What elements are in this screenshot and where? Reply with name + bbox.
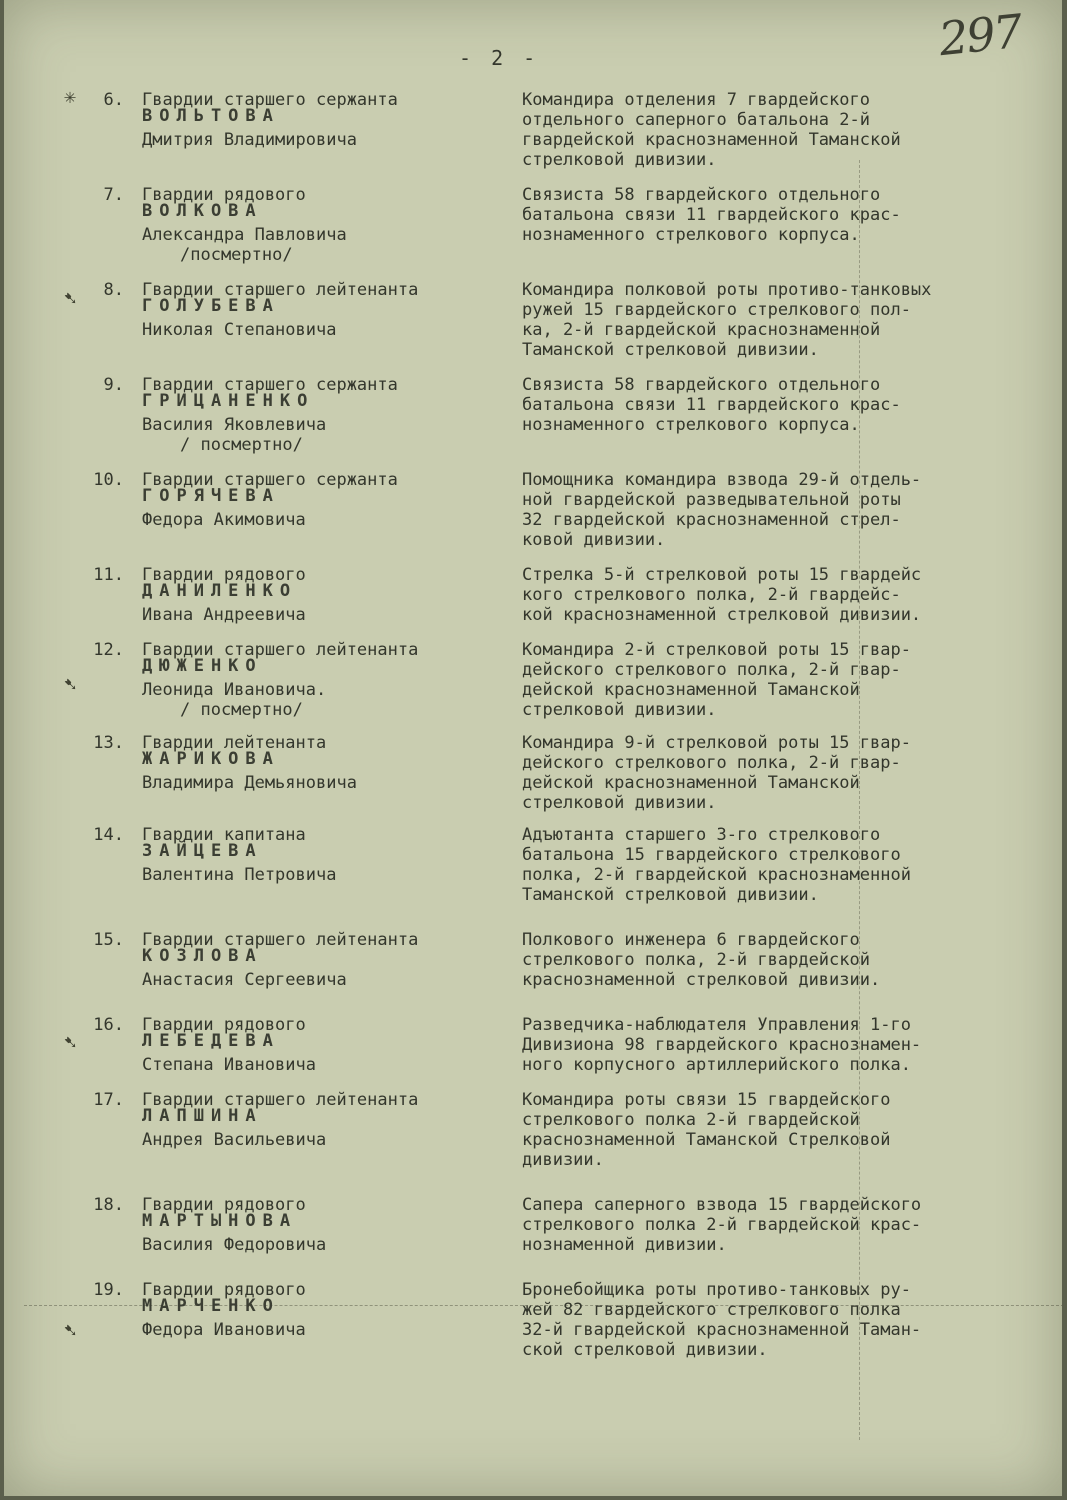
position-description: [522, 280, 1057, 360]
entry-number: 7.: [103, 185, 124, 205]
entry-number: 17.: [93, 1090, 124, 1110]
position-description: [522, 1015, 1057, 1075]
given-names: Федора Ивановича: [142, 1320, 306, 1340]
given-names: Владимира Демьяновича: [142, 773, 357, 793]
rank: Гвардии старшего лейтенанта: [142, 930, 419, 950]
punch-mark-icon: ➷: [64, 286, 77, 310]
punch-mark-icon: ✳: [64, 84, 77, 108]
entry-number: 9.: [103, 375, 124, 395]
punch-mark-icon: ➷: [64, 672, 77, 696]
posthumous-note: / посмертно/: [180, 435, 303, 455]
document-page: [4, 0, 1062, 1496]
surname: ДАНИЛЕНКО: [142, 581, 298, 601]
entry-number: 18.: [93, 1195, 124, 1215]
rank: Гвардии старшего лейтенанта: [142, 1090, 419, 1110]
surname: ГОРЯЧЕВА: [142, 486, 280, 506]
person-block: [142, 1015, 522, 1075]
position-line: дейской краснознаменной Таманской: [522, 773, 860, 793]
surname: КОЗЛОВА: [142, 946, 263, 966]
punch-mark-icon: ➷: [64, 1318, 77, 1342]
position-description: [522, 185, 1057, 245]
person-block: [142, 640, 522, 720]
position-line: кого стрелкового полка, 2-й гвардейс-: [522, 585, 901, 605]
given-names: Александра Павловича: [142, 225, 347, 245]
position-line: Командира 2-й стрелковой роты 15 гвар-: [522, 640, 911, 660]
position-line: 32 гвардейской краснознаменной стрел-: [522, 510, 901, 530]
position-line: стрелкового полка, 2-й гвардейской: [522, 950, 870, 970]
person-block: [142, 375, 522, 455]
position-line: Связиста 58 гвардейского отдельного: [522, 185, 881, 205]
position-description: [522, 825, 1057, 905]
given-names: Анастасия Сергеевича: [142, 970, 347, 990]
rank: Гвардии капитана: [142, 825, 306, 845]
position-description: [522, 375, 1057, 435]
entry-number: 10.: [93, 470, 124, 490]
position-line: дейского стрелкового полка, 2-й гвар-: [522, 753, 901, 773]
position-line: Командира отделения 7 гвардейского: [522, 90, 870, 110]
posthumous-note: / посмертно/: [180, 700, 303, 720]
rank: Гвардии старшего сержанта: [142, 375, 398, 395]
given-names: Василия Федоровича: [142, 1235, 327, 1255]
position-line: Таманской стрелковой дивизии.: [522, 885, 819, 905]
position-line: кой краснознаменной стрелковой дивизии.: [522, 605, 922, 625]
position-description: [522, 640, 1057, 720]
surname: ЛАПШИНА: [142, 1106, 263, 1126]
position-line: Разведчика-наблюдателя Управления 1-го: [522, 1015, 911, 1035]
position-line: ка, 2-й гвардейской краснознаменной: [522, 320, 881, 340]
entry-number: 14.: [93, 825, 124, 845]
position-line: гвардейской краснознаменной Таманской: [522, 130, 901, 150]
person-block: [142, 90, 522, 150]
person-block: [142, 1280, 522, 1340]
position-line: стрелковой дивизии.: [522, 700, 717, 720]
given-names: Николая Степановича: [142, 320, 337, 340]
rank: Гвардии рядового: [142, 1280, 306, 1300]
position-description: [522, 733, 1057, 813]
position-line: Сапера саперного взвода 15 гвардейского: [522, 1195, 922, 1215]
surname: ЗАЙЦЕВА: [142, 841, 263, 861]
position-line: стрелкового полка 2-й гвардейской крас-: [522, 1215, 922, 1235]
person-block: [142, 930, 522, 990]
position-line: батальона связи 11 гвардейского крас-: [522, 205, 901, 225]
given-names: Андрея Васильевича: [142, 1130, 327, 1150]
position-description: [522, 565, 1057, 625]
surname: ВОЛКОВА: [142, 201, 263, 221]
entry-number: 16.: [93, 1015, 124, 1035]
archive-number: 297: [936, 3, 1024, 67]
position-line: Помощника командира взвода 29-й отдель-: [522, 470, 922, 490]
person-block: [142, 185, 522, 265]
given-names: Василия Яковлевича: [142, 415, 327, 435]
rank: Гвардии рядового: [142, 185, 306, 205]
position-line: ного корпусного артиллерийского полка.: [522, 1055, 911, 1075]
given-names: Степана Ивановича: [142, 1055, 316, 1075]
given-names: Ивана Андреевича: [142, 605, 306, 625]
person-block: [142, 1090, 522, 1150]
given-names: Валентина Петровича: [142, 865, 337, 885]
rank: Гвардии рядового: [142, 1015, 306, 1035]
surname: ВОЛЬТОВА: [142, 106, 280, 126]
position-description: [522, 470, 1057, 550]
position-line: полка, 2-й гвардейской краснознаменной: [522, 865, 911, 885]
entry-number: 8.: [103, 280, 124, 300]
rank: Гвардии рядового: [142, 565, 306, 585]
position-description: [522, 1090, 1057, 1170]
surname: ЖАРИКОВА: [142, 749, 280, 769]
position-line: Таманской стрелковой дивизии.: [522, 340, 819, 360]
surname: МАРЧЕНКО: [142, 1296, 280, 1316]
position-description: [522, 1280, 1057, 1360]
position-line: Командира 9-й стрелковой роты 15 гвар-: [522, 733, 911, 753]
entry-number: 15.: [93, 930, 124, 950]
given-names: Леонида Ивановича.: [142, 680, 327, 700]
rank: Гвардии старшего лейтенанта: [142, 640, 419, 660]
position-line: ружей 15 гвардейского стрелкового пол-: [522, 300, 911, 320]
page-number: - 2 -: [459, 46, 540, 70]
position-line: Командира полковой роты противо-танковых: [522, 280, 932, 300]
person-block: [142, 733, 522, 793]
person-block: [142, 825, 522, 885]
position-description: [522, 90, 1057, 170]
position-line: батальона связи 11 гвардейского крас-: [522, 395, 901, 415]
position-line: ковой дивизии.: [522, 530, 666, 550]
position-line: Связиста 58 гвардейского отдельного: [522, 375, 881, 395]
surname: МАРТЫНОВА: [142, 1211, 298, 1231]
position-description: [522, 930, 1057, 990]
rank: Гвардии старшего сержанта: [142, 470, 398, 490]
position-line: батальона 15 гвардейского стрелкового: [522, 845, 901, 865]
entry-number: 6.: [103, 90, 124, 110]
rank: Гвардии старшего лейтенанта: [142, 280, 419, 300]
position-line: Дивизиона 98 гвардейского краснознамен-: [522, 1035, 922, 1055]
position-line: ной гвардейской разведывательной роты: [522, 490, 901, 510]
surname: ЛЕБЕДЕВА: [142, 1031, 280, 1051]
person-block: [142, 470, 522, 530]
person-block: [142, 565, 522, 625]
position-line: ской стрелковой дивизии.: [522, 1340, 768, 1360]
surname: ГОЛУБЕВА: [142, 296, 280, 316]
position-line: нознаменного стрелкового корпуса.: [522, 225, 860, 245]
surname: ГРИЦАНЕНКО: [142, 391, 315, 411]
person-block: [142, 1195, 522, 1255]
position-description: [522, 1195, 1057, 1255]
given-names: Дмитрия Владимировича: [142, 130, 357, 150]
position-line: Адъютанта старшего 3-го стрелкового: [522, 825, 881, 845]
position-line: Полкового инженера 6 гвардейского: [522, 930, 860, 950]
position-line: краснознаменной Таманской Стрелковой: [522, 1130, 891, 1150]
position-line: жей 82 гвардейского стрелкового полка: [522, 1300, 901, 1320]
position-line: Бронебойщика роты противо-танковых ру-: [522, 1280, 911, 1300]
surname: ДЮЖЕНКО: [142, 656, 263, 676]
rank: Гвардии лейтенанта: [142, 733, 327, 753]
position-line: нознаменной дивизии.: [522, 1235, 727, 1255]
posthumous-note: /посмертно/: [180, 245, 293, 265]
given-names: Федора Акимовича: [142, 510, 306, 530]
position-line: дейского стрелкового полка, 2-й гвар-: [522, 660, 901, 680]
punch-mark-icon: ➷: [64, 1030, 77, 1054]
entry-number: 12.: [93, 640, 124, 660]
entry-number: 13.: [93, 733, 124, 753]
position-line: стрелковой дивизии.: [522, 793, 717, 813]
position-line: дейской краснознаменной Таманской: [522, 680, 860, 700]
position-line: стрелковой дивизии.: [522, 150, 717, 170]
rank: Гвардии старшего сержанта: [142, 90, 398, 110]
position-line: краснознаменной стрелковой дивизии.: [522, 970, 881, 990]
position-line: Командира роты связи 15 гвардейского: [522, 1090, 891, 1110]
position-line: 32-й гвардейской краснознаменной Таман-: [522, 1320, 922, 1340]
rank: Гвардии рядового: [142, 1195, 306, 1215]
position-line: стрелкового полка 2-й гвардейской: [522, 1110, 860, 1130]
entry-number: 19.: [93, 1280, 124, 1300]
entry-number: 11.: [93, 565, 124, 585]
position-line: дивизии.: [522, 1150, 604, 1170]
position-line: отдельного саперного батальона 2-й: [522, 110, 870, 130]
position-line: Стрелка 5-й стрелковой роты 15 гвардейс: [522, 565, 922, 585]
person-block: [142, 280, 522, 340]
position-line: нознаменного стрелкового корпуса.: [522, 415, 860, 435]
